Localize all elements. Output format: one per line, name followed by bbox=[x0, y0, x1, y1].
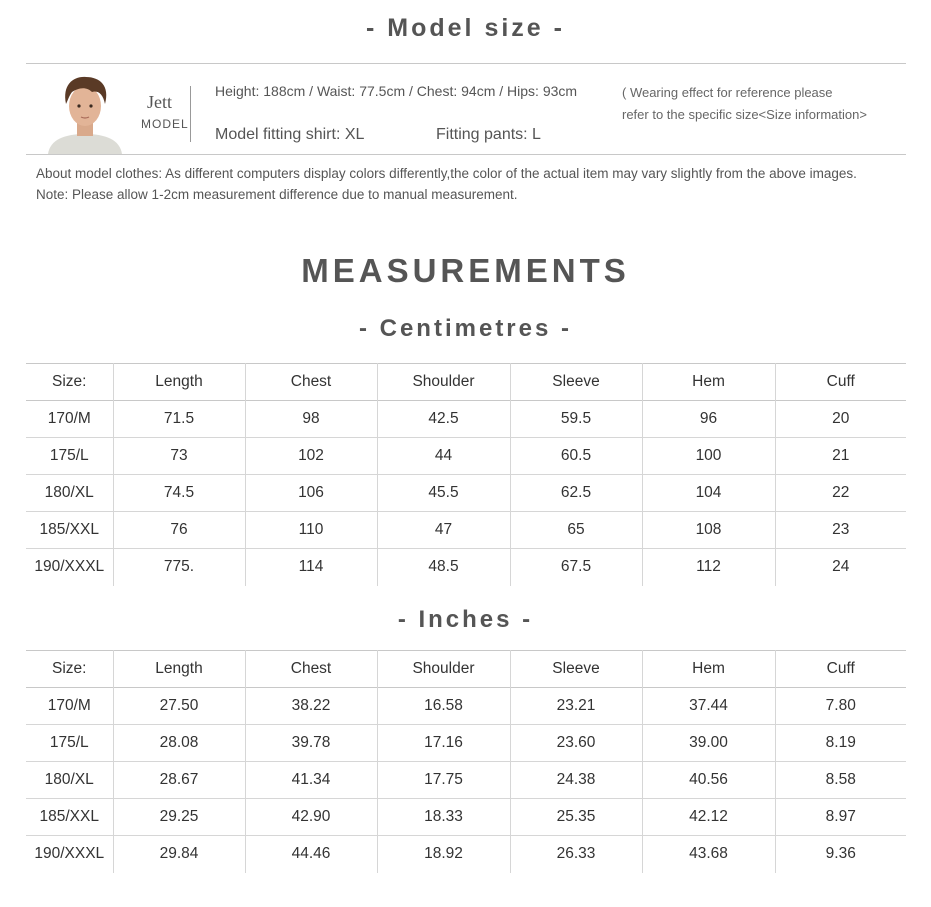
model-stats: Height: 188cm / Waist: 77.5cm / Chest: 94cm / Hips: 93cm bbox=[215, 83, 578, 99]
measurement-cell: 45.5 bbox=[377, 475, 510, 512]
table-row bbox=[26, 688, 906, 725]
centimetres-title: - Centimetres - bbox=[358, 315, 573, 342]
measurement-cell: 26.33 bbox=[510, 836, 642, 873]
measurement-cell: 73 bbox=[113, 438, 245, 475]
measurement-cell: 18.33 bbox=[377, 799, 510, 836]
model-size-title: - Model size - bbox=[366, 14, 565, 42]
measurement-cell: 39.00 bbox=[642, 725, 775, 762]
column-header: Sleeve bbox=[510, 651, 642, 688]
table-row bbox=[26, 836, 906, 873]
measurement-cell: 8.19 bbox=[775, 725, 906, 762]
size-cell: 185/XXL bbox=[39, 808, 99, 825]
measurement-cell: 47 bbox=[377, 512, 510, 549]
measurement-cell: 24 bbox=[775, 549, 906, 586]
measurement-cell: 98 bbox=[245, 401, 377, 438]
measurement-cell: 39.78 bbox=[245, 725, 377, 762]
measurement-cell: 40.56 bbox=[642, 762, 775, 799]
measurement-cell: 23 bbox=[775, 512, 906, 549]
model-role: MODEL bbox=[141, 117, 189, 131]
measurement-cell: 27.50 bbox=[113, 688, 245, 725]
measurement-cell: 42.12 bbox=[642, 799, 775, 836]
model-photo bbox=[44, 72, 126, 154]
measurement-cell: 9.36 bbox=[775, 836, 906, 873]
measurement-cell: 76 bbox=[113, 512, 245, 549]
measurement-cell: 62.5 bbox=[510, 475, 642, 512]
column-header: Shoulder bbox=[377, 364, 510, 401]
measurement-cell: 42.5 bbox=[377, 401, 510, 438]
column-header: Length bbox=[113, 364, 245, 401]
inches-table bbox=[26, 650, 906, 873]
measurement-cell: 67.5 bbox=[510, 549, 642, 586]
column-header: Sleeve bbox=[510, 364, 642, 401]
measurement-cell: 43.68 bbox=[642, 836, 775, 873]
divider bbox=[26, 63, 906, 64]
size-cell: 170/M bbox=[47, 410, 91, 427]
measurement-cell: 114 bbox=[245, 549, 377, 586]
measurement-cell: 42.90 bbox=[245, 799, 377, 836]
measurement-cell: 23.21 bbox=[510, 688, 642, 725]
table-header-row bbox=[26, 651, 906, 688]
column-header: Length bbox=[113, 651, 245, 688]
divider bbox=[26, 154, 906, 155]
measurement-cell: 22 bbox=[775, 475, 906, 512]
size-cell: 190/XXXL bbox=[34, 845, 105, 863]
reference-note-line2: refer to the specific size<Size information> bbox=[622, 107, 867, 122]
measurement-cell: 28.67 bbox=[113, 762, 245, 799]
size-cell: 180/XL bbox=[44, 484, 94, 501]
measurement-cell: 44 bbox=[377, 438, 510, 475]
column-header: Hem bbox=[642, 364, 775, 401]
measurement-cell: 16.58 bbox=[377, 688, 510, 725]
measurement-cell: 29.84 bbox=[113, 836, 245, 873]
size-cell: 170/M bbox=[47, 697, 91, 714]
measurement-cell: 18.92 bbox=[377, 836, 510, 873]
column-header: Size: bbox=[52, 373, 87, 390]
column-header: Chest bbox=[245, 651, 377, 688]
measurement-note: Note: Please allow 1-2cm measurement difference due to manual measurement. bbox=[36, 187, 518, 202]
inches-title: - Inches - bbox=[397, 606, 534, 633]
measurement-cell: 102 bbox=[245, 438, 377, 475]
column-header: Size: bbox=[52, 660, 87, 677]
column-header: Cuff bbox=[775, 651, 906, 688]
measurement-cell: 65 bbox=[510, 512, 642, 549]
model-avatar-icon bbox=[44, 72, 126, 154]
table-row bbox=[26, 549, 906, 586]
table-row bbox=[26, 401, 906, 438]
size-cell: 175/L bbox=[49, 447, 89, 464]
measurement-cell: 28.08 bbox=[113, 725, 245, 762]
size-cell: 190/XXXL bbox=[34, 558, 105, 576]
divider-vertical bbox=[190, 86, 191, 142]
measurement-cell: 112 bbox=[642, 549, 775, 586]
table-row bbox=[26, 512, 906, 549]
measurement-cell: 60.5 bbox=[510, 438, 642, 475]
table-row bbox=[26, 762, 906, 799]
measurement-cell: 108 bbox=[642, 512, 775, 549]
column-header: Cuff bbox=[775, 364, 906, 401]
measurement-cell: 71.5 bbox=[113, 401, 245, 438]
table-row bbox=[26, 475, 906, 512]
measurement-cell: 74.5 bbox=[113, 475, 245, 512]
table-row bbox=[26, 438, 906, 475]
table-header-row bbox=[26, 364, 906, 401]
column-header: Hem bbox=[642, 651, 775, 688]
measurement-cell: 110 bbox=[245, 512, 377, 549]
measurement-cell: 106 bbox=[245, 475, 377, 512]
measurement-cell: 37.44 bbox=[642, 688, 775, 725]
color-disclaimer: About model clothes: As different computers display colors differently,the color of the actual item may vary slightly from the above images. bbox=[36, 166, 857, 181]
measurement-cell: 96 bbox=[642, 401, 775, 438]
model-shirt-size: Model fitting shirt: XL bbox=[215, 126, 365, 143]
measurement-cell: 24.38 bbox=[510, 762, 642, 799]
measurement-cell: 29.25 bbox=[113, 799, 245, 836]
column-header: Shoulder bbox=[377, 651, 510, 688]
measurement-cell: 100 bbox=[642, 438, 775, 475]
measurement-cell: 7.80 bbox=[775, 688, 906, 725]
measurement-cell: 38.22 bbox=[245, 688, 377, 725]
model-pants-size: Fitting pants: L bbox=[436, 126, 541, 143]
measurement-cell: 17.75 bbox=[377, 762, 510, 799]
measurements-title: MEASUREMENTS bbox=[301, 252, 630, 289]
measurement-cell: 23.60 bbox=[510, 725, 642, 762]
size-cell: 185/XXL bbox=[39, 521, 99, 538]
measurement-cell: 21 bbox=[775, 438, 906, 475]
column-header: Chest bbox=[245, 364, 377, 401]
measurement-cell: 20 bbox=[775, 401, 906, 438]
size-cell: 180/XL bbox=[44, 771, 94, 788]
centimetres-table bbox=[26, 363, 906, 586]
measurement-cell: 775. bbox=[113, 549, 245, 586]
table-row bbox=[26, 799, 906, 836]
measurement-cell: 8.58 bbox=[775, 762, 906, 799]
measurement-cell: 17.16 bbox=[377, 725, 510, 762]
measurement-cell: 25.35 bbox=[510, 799, 642, 836]
measurement-cell: 44.46 bbox=[245, 836, 377, 873]
measurement-cell: 8.97 bbox=[775, 799, 906, 836]
model-name: Jett bbox=[147, 92, 172, 112]
size-cell: 175/L bbox=[49, 734, 89, 751]
reference-note-line1: ( Wearing effect for reference please bbox=[622, 85, 833, 100]
measurement-cell: 104 bbox=[642, 475, 775, 512]
measurement-cell: 48.5 bbox=[377, 549, 510, 586]
table-row bbox=[26, 725, 906, 762]
measurement-cell: 59.5 bbox=[510, 401, 642, 438]
measurement-cell: 41.34 bbox=[245, 762, 377, 799]
